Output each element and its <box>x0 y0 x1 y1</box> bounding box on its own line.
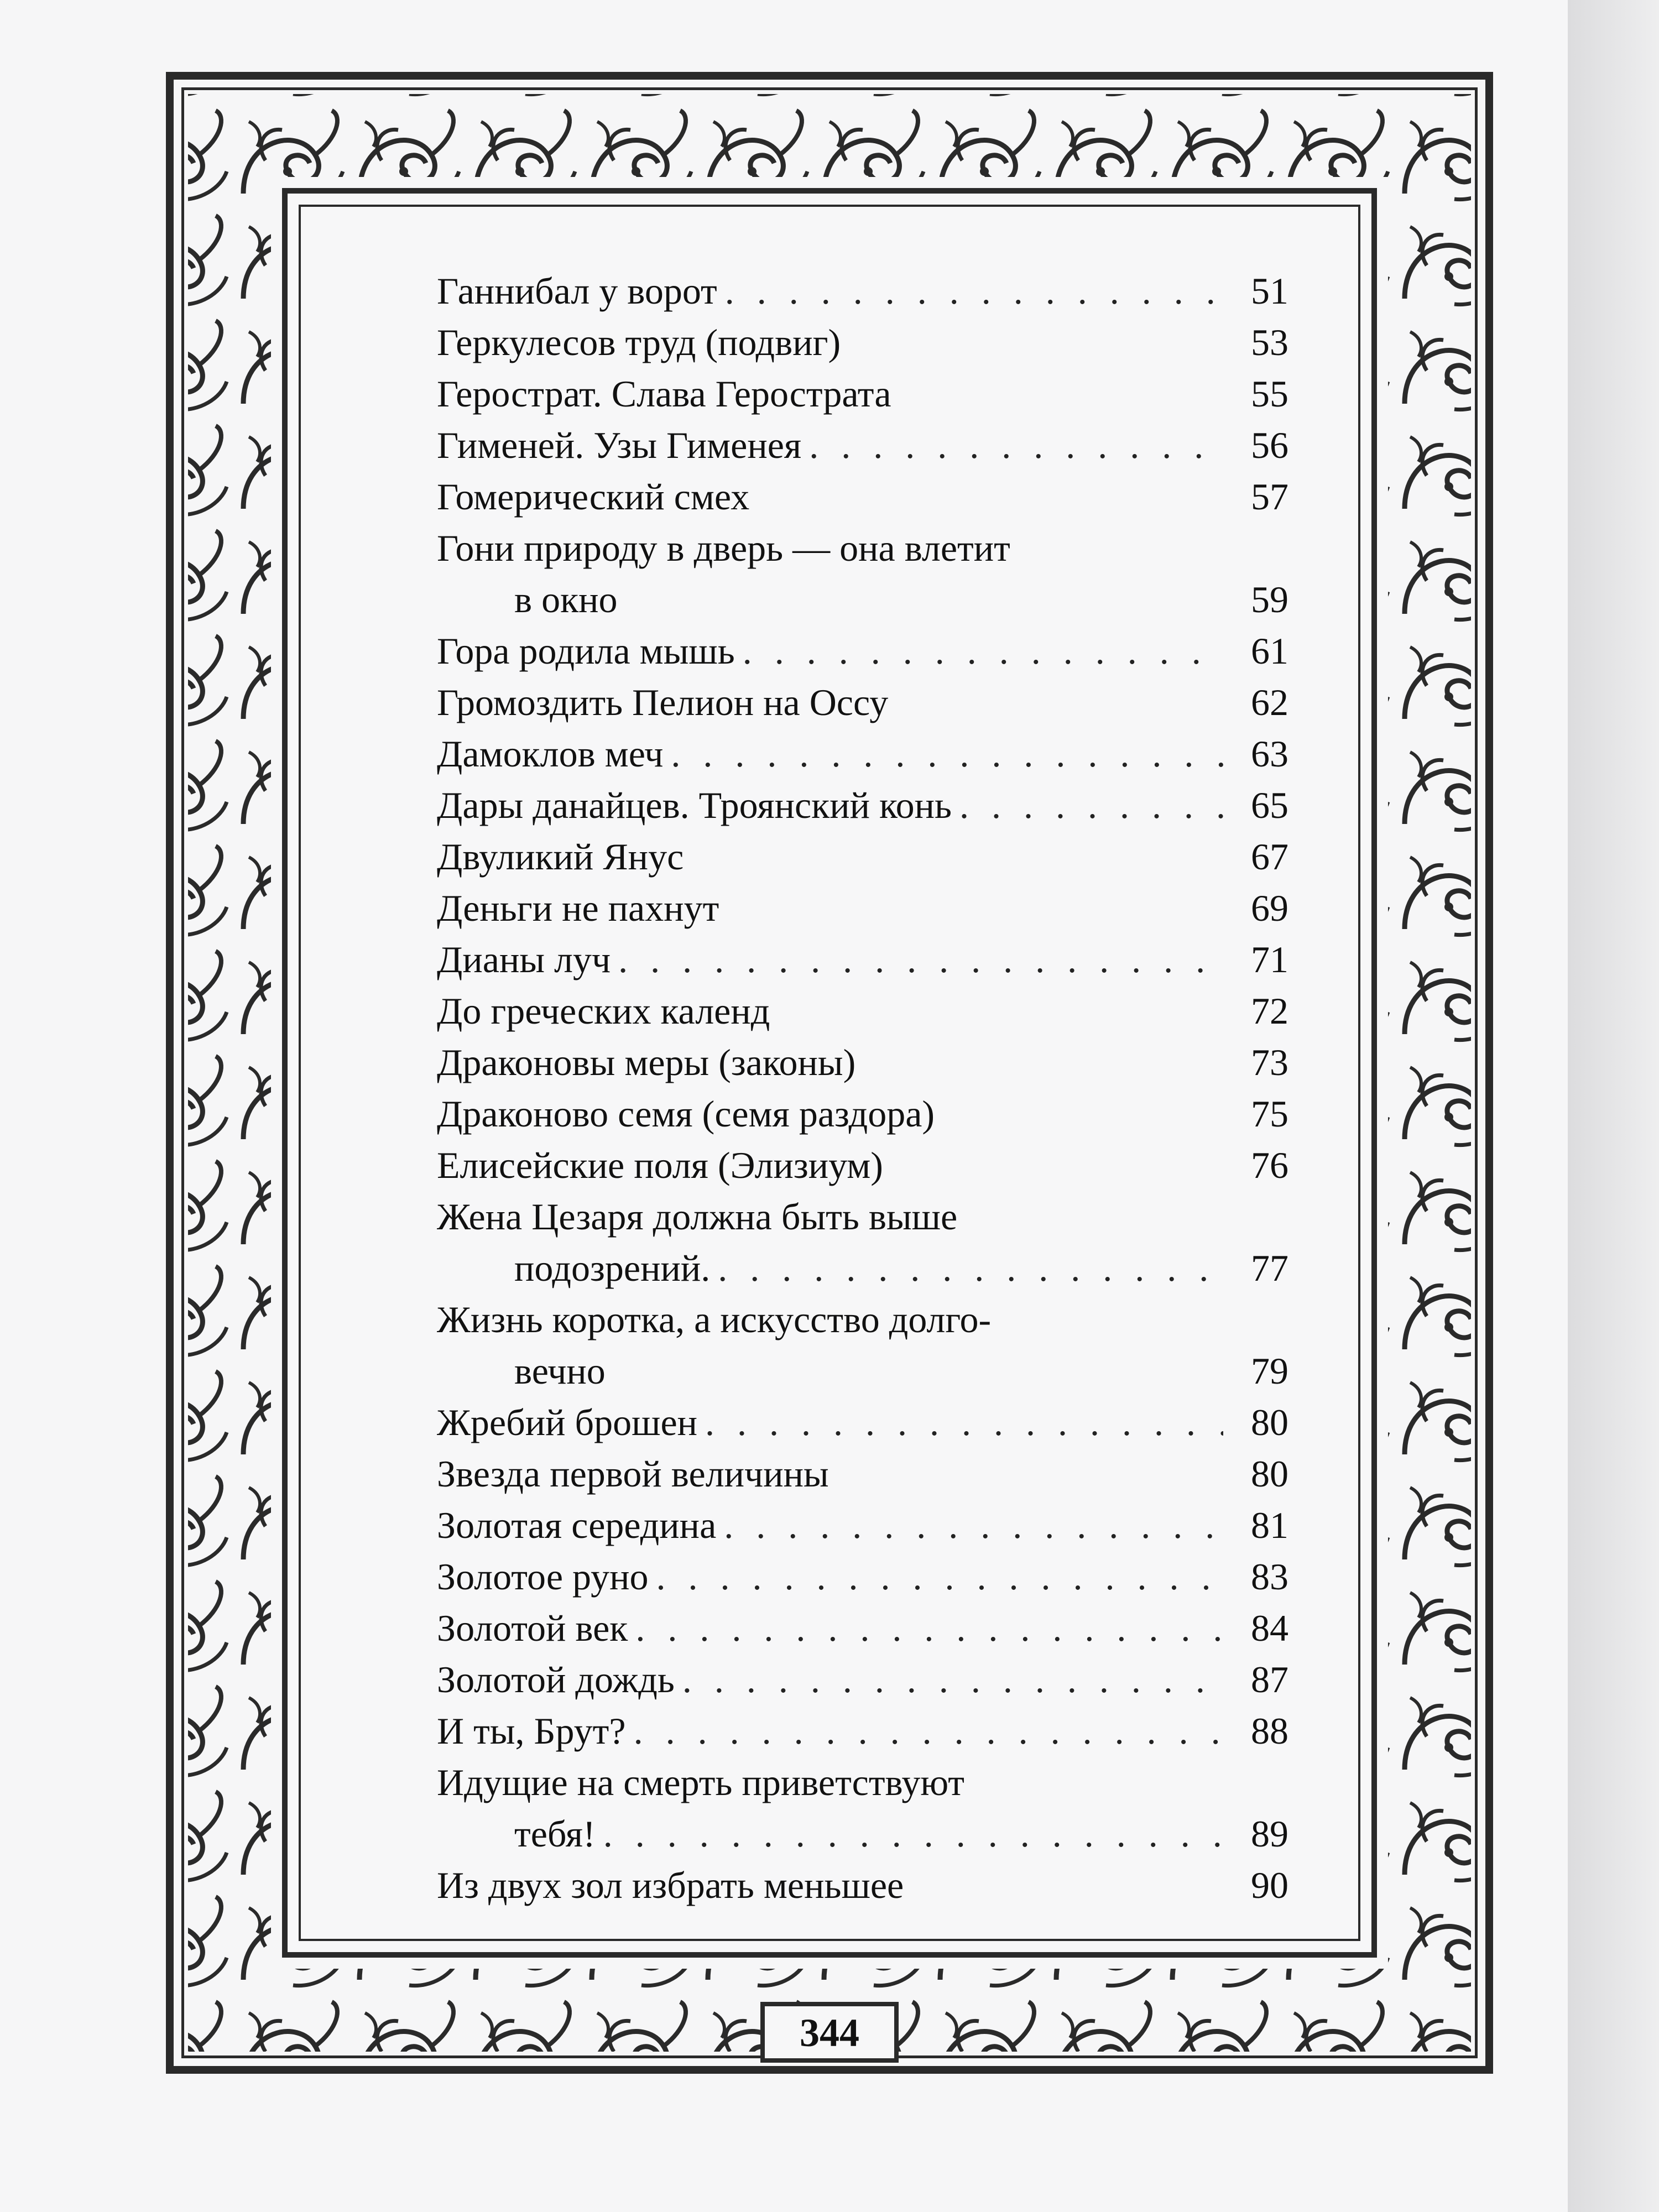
toc-entry-text: Жена Цезаря должна быть выше <box>437 1196 958 1238</box>
toc-entry-line <box>437 934 1233 985</box>
leader-dots <box>656 1551 1223 1603</box>
toc-entry-page: 76 <box>1251 1144 1288 1186</box>
toc-entry <box>437 780 1288 831</box>
toc-entry <box>437 625 1288 677</box>
leader-dots <box>682 1654 1223 1705</box>
toc-entry-page: 88 <box>1251 1710 1288 1752</box>
toc-entry-text: Золотой дождь <box>437 1658 675 1700</box>
toc-entry <box>437 1654 1288 1705</box>
toc-entry-text: До греческих календ <box>437 990 770 1032</box>
toc-entry-text: вечно <box>514 1350 606 1392</box>
toc-entry-line <box>437 1088 1233 1140</box>
toc-entry-continuation <box>437 574 1233 625</box>
toc-entry-title <box>437 1705 1233 1757</box>
toc-entry-text: Елисейские поля (Элизиум) <box>437 1144 883 1186</box>
toc-entry <box>437 677 1288 728</box>
toc-entry-line <box>437 1448 1233 1500</box>
toc-entry-line <box>437 420 1233 471</box>
toc-entry-title <box>437 1551 1233 1603</box>
toc-entry-title <box>437 934 1233 985</box>
toc-entry-line <box>437 831 1233 883</box>
toc-entry <box>437 1705 1288 1757</box>
toc-entry-page: 56 <box>1251 424 1288 466</box>
toc-entry-line <box>437 1191 1233 1243</box>
toc-entry <box>437 1037 1288 1088</box>
toc-entry <box>437 1757 1288 1860</box>
toc-entry <box>437 934 1288 985</box>
toc-entry-line <box>437 728 1233 780</box>
toc-entry-page: 73 <box>1251 1041 1288 1083</box>
toc-entry-line <box>437 265 1233 317</box>
toc-entry-title <box>437 265 1233 317</box>
toc-entry-line <box>437 1500 1233 1551</box>
toc-entry-line <box>437 317 1233 368</box>
toc-entry-text: Дамоклов меч <box>437 733 664 775</box>
toc-entry-title <box>437 985 1233 1037</box>
toc-entry-text: Гомерический смех <box>437 476 750 518</box>
toc-entry-line <box>437 471 1233 523</box>
toc-entry-page: 57 <box>1251 476 1288 518</box>
toc-entry-line <box>437 1705 1233 1757</box>
toc-entry-title <box>437 317 1233 368</box>
toc-entry-line <box>437 1140 1233 1191</box>
page-number-box <box>760 2002 899 2063</box>
toc-entry <box>437 317 1288 368</box>
leader-dots <box>809 420 1223 471</box>
toc-entry-title <box>437 420 1233 471</box>
leader-dots <box>618 934 1223 985</box>
toc-entry-text: Гименей. Узы Гименея <box>437 424 802 466</box>
leader-dots <box>959 780 1223 831</box>
toc-entry <box>437 1860 1288 1911</box>
toc-entry-title <box>437 883 1233 934</box>
toc-entry <box>437 1191 1288 1294</box>
toc-entry-title <box>437 1603 1233 1654</box>
toc-entry-text: Деньги не пахнут <box>437 887 719 929</box>
toc-entry-title <box>437 1037 1233 1088</box>
toc-entry-page: 62 <box>1251 681 1288 723</box>
table-of-contents <box>437 265 1288 1911</box>
leader-dots <box>603 1808 1223 1860</box>
toc-entry-page: 53 <box>1251 321 1288 363</box>
toc-entry-continuation <box>437 1243 1233 1294</box>
page-number: 344 <box>800 2011 859 2055</box>
toc-entry-page: 59 <box>1251 578 1288 620</box>
toc-entry-page: 90 <box>1251 1864 1288 1906</box>
leader-dots <box>705 1397 1223 1448</box>
toc-entry-title <box>437 1294 1233 1397</box>
toc-entry-title <box>437 780 1233 831</box>
toc-entry <box>437 1500 1288 1551</box>
toc-entry-text: Золотое руно <box>437 1556 649 1598</box>
toc-entry-title <box>437 1757 1233 1860</box>
toc-entry-text: Дары данайцев. Троянский конь <box>437 784 952 826</box>
leader-dots <box>743 625 1223 677</box>
toc-entry <box>437 368 1288 420</box>
toc-entry-line <box>437 780 1233 831</box>
toc-entry <box>437 1140 1288 1191</box>
toc-entry <box>437 420 1288 471</box>
toc-entry-title <box>437 1191 1233 1294</box>
toc-entry-title <box>437 1448 1233 1500</box>
toc-entry-title <box>437 471 1233 523</box>
toc-entry-text: подозрений. <box>514 1247 711 1289</box>
toc-entry-text: в окно <box>514 578 618 620</box>
toc-entry-title <box>437 1860 1233 1911</box>
toc-entry-line <box>437 677 1233 728</box>
toc-entry <box>437 985 1288 1037</box>
toc-entry-title <box>437 1654 1233 1705</box>
leader-dots <box>634 1705 1223 1757</box>
toc-entry <box>437 471 1288 523</box>
toc-entry-line <box>437 625 1233 677</box>
toc-entry-page: 89 <box>1251 1813 1288 1855</box>
toc-entry-text: Звезда первой величины <box>437 1453 829 1495</box>
toc-entry-line <box>437 1860 1233 1911</box>
toc-entry-page: 79 <box>1251 1350 1288 1392</box>
toc-entry-text: Жребий брошен <box>437 1401 698 1443</box>
toc-entry-page: 80 <box>1251 1401 1288 1443</box>
toc-entry-continuation <box>437 1808 1233 1860</box>
toc-entry-text: Громоздить Пелион на Оссу <box>437 681 889 723</box>
toc-entry-line <box>437 1397 1233 1448</box>
toc-entry-text: Драконовы меры (законы) <box>437 1041 856 1083</box>
toc-entry <box>437 883 1288 934</box>
toc-entry-title <box>437 728 1233 780</box>
leader-dots <box>671 728 1223 780</box>
toc-entry-page: 63 <box>1251 733 1288 775</box>
toc-entry-text: Герострат. Слава Герострата <box>437 373 891 415</box>
toc-entry-line <box>437 368 1233 420</box>
toc-entry-text: Геркулесов труд (подвиг) <box>437 321 841 363</box>
toc-entry-title <box>437 831 1233 883</box>
toc-entry <box>437 1397 1288 1448</box>
toc-entry-text: Идущие на смерть приветствуют <box>437 1761 964 1803</box>
toc-entry-page: 71 <box>1251 938 1288 980</box>
toc-entry-line <box>437 1654 1233 1705</box>
toc-entry-line <box>437 1757 1233 1808</box>
toc-entry-text: Дианы луч <box>437 938 611 980</box>
toc-entry-text: И ты, Брут? <box>437 1710 626 1752</box>
toc-entry-text: Жизнь коротка, а искусство долго- <box>437 1298 992 1340</box>
toc-entry-line <box>437 1294 1233 1345</box>
toc-entry-page: 81 <box>1251 1504 1288 1546</box>
toc-entry-line <box>437 1037 1233 1088</box>
toc-entry-page: 83 <box>1251 1556 1288 1598</box>
toc-entry-page: 61 <box>1251 630 1288 672</box>
toc-entry-title <box>437 625 1233 677</box>
toc-entry-title <box>437 523 1233 625</box>
leader-dots <box>724 1500 1223 1551</box>
leader-dots <box>725 265 1223 317</box>
toc-entry-page: 67 <box>1251 836 1288 878</box>
toc-entry-text: Ганнибал у ворот <box>437 270 717 312</box>
toc-entry-title <box>437 1140 1233 1191</box>
toc-entry <box>437 831 1288 883</box>
toc-entry-line <box>437 1603 1233 1654</box>
toc-entry-text: Золотой век <box>437 1607 628 1649</box>
toc-entry-text: Из двух зол избрать меньшее <box>437 1864 904 1906</box>
toc-entry-continuation <box>437 1345 1233 1397</box>
toc-entry-title <box>437 1500 1233 1551</box>
toc-entry <box>437 1448 1288 1500</box>
toc-entry <box>437 1088 1288 1140</box>
toc-entry-page: 51 <box>1251 270 1288 312</box>
leader-dots <box>635 1603 1223 1654</box>
toc-entry <box>437 1294 1288 1397</box>
toc-entry-title <box>437 677 1233 728</box>
toc-entry <box>437 265 1288 317</box>
toc-entry-page: 80 <box>1251 1453 1288 1495</box>
toc-entry-text: Драконово семя (семя раздора) <box>437 1093 935 1135</box>
toc-entry-page: 84 <box>1251 1607 1288 1649</box>
toc-entry-text: Двуликий Янус <box>437 836 684 878</box>
toc-entry-line <box>437 883 1233 934</box>
toc-entry-line <box>437 523 1233 574</box>
toc-entry-line <box>437 1551 1233 1603</box>
toc-entry-line <box>437 985 1233 1037</box>
toc-entry-text: Гони природу в дверь — она влетит <box>437 527 1010 569</box>
toc-entry-text: Золотая середина <box>437 1504 717 1546</box>
toc-entry-text: Гора родила мышь <box>437 630 735 672</box>
toc-entry <box>437 1603 1288 1654</box>
toc-entry-text: тебя! <box>514 1813 596 1855</box>
toc-entry-page: 72 <box>1251 990 1288 1032</box>
toc-entry-title <box>437 1397 1233 1448</box>
toc-entry-title <box>437 368 1233 420</box>
toc-entry-page: 65 <box>1251 784 1288 826</box>
toc-entry-page: 69 <box>1251 887 1288 929</box>
toc-entry-page: 55 <box>1251 373 1288 415</box>
toc-entry <box>437 728 1288 780</box>
toc-entry <box>437 1551 1288 1603</box>
toc-entry-title <box>437 1088 1233 1140</box>
toc-entry-page: 87 <box>1251 1658 1288 1700</box>
toc-entry <box>437 523 1288 625</box>
toc-entry-page: 77 <box>1251 1247 1288 1289</box>
toc-entry-page: 75 <box>1251 1093 1288 1135</box>
leader-dots <box>718 1243 1223 1294</box>
